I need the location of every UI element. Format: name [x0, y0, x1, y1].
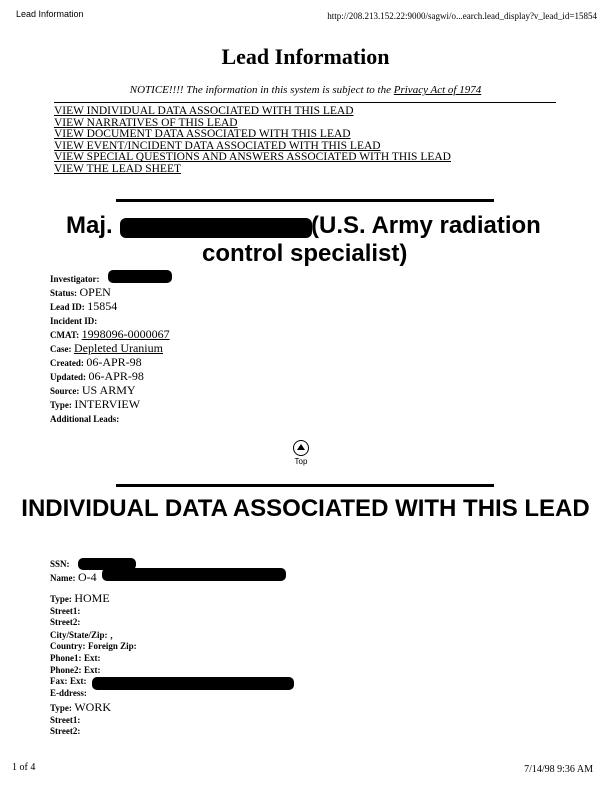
case-link[interactable]: Depleted Uranium: [74, 341, 163, 355]
field-street1: [50, 606, 137, 618]
field-cmat: [50, 328, 170, 342]
page-number: 1 of 4: [12, 762, 36, 773]
field-label: Ext:: [84, 664, 101, 675]
divider: [54, 102, 556, 103]
field-type: [50, 593, 137, 606]
field-value: O-4: [78, 570, 97, 584]
field-label: Foreign Zip:: [88, 641, 137, 652]
nav-link-individual-data[interactable]: VIEW INDIVIDUAL DATA ASSOCIATED WITH THIS LEAD: [54, 105, 354, 117]
page-title: Lead Information: [221, 44, 390, 69]
field-value: HOME: [74, 591, 110, 605]
field-updated: [50, 370, 170, 384]
field-label: SSN:: [50, 559, 70, 569]
redaction-bar: [102, 568, 286, 581]
field-phone2: [50, 665, 137, 677]
field-label: Street2:: [50, 726, 81, 737]
nav-link-document-data[interactable]: VIEW DOCUMENT DATA ASSOCIATED WITH THIS LEAD: [54, 128, 351, 141]
field-label: Phone1:: [50, 652, 82, 663]
section-divider: [116, 484, 494, 487]
field-label: Type:: [50, 594, 72, 604]
field-value: 06-APR-98: [86, 355, 142, 369]
field-label: Additional Leads:: [50, 414, 120, 424]
section-title: INDIVIDUAL DATA ASSOCIATED WITH THIS LEAD: [21, 495, 590, 522]
print-header-title: Lead Information: [16, 9, 84, 19]
field-value: 06-APR-98: [88, 369, 144, 383]
field-label: Street1:: [50, 605, 81, 616]
redaction-bar: [92, 677, 294, 690]
field-label: Fax:: [50, 676, 68, 687]
field-phone1: [50, 653, 137, 665]
nav-link-special-questions[interactable]: VIEW SPECIAL QUESTIONS AND ANSWERS ASSOCIATED WITH THIS LEAD: [54, 151, 451, 164]
field-label: Status:: [50, 288, 78, 298]
field-label: Case:: [50, 344, 72, 354]
privacy-notice-text: NOTICE!!!! The information in this system is subject to the: [129, 84, 394, 96]
cmat-link[interactable]: 1998096-0000067: [81, 327, 170, 341]
field-label: Lead ID:: [50, 302, 85, 312]
field-label: Created:: [50, 358, 84, 368]
field-street1: [50, 715, 111, 727]
print-timestamp: 7/14/98 9:36 AM: [524, 764, 593, 775]
work-address: [50, 702, 111, 738]
print-header-url: http://208.213.152.22:9000/sagwi/o...earch.lead_display?v_lead_id=15854: [327, 11, 597, 21]
field-value: WORK: [74, 700, 112, 714]
field-label: Incident ID:: [50, 316, 98, 326]
field-value: 15854: [87, 299, 118, 313]
subject-title-line1: (U.S. Army radiation: [311, 212, 541, 239]
field-created: [50, 356, 170, 370]
redaction-bar: [108, 270, 172, 283]
field-label: Ext:: [84, 652, 101, 663]
subject-rank: Maj.: [66, 212, 113, 239]
subject-title-line2: control specialist): [202, 240, 408, 267]
field-source: [50, 384, 170, 398]
field-value: INTERVIEW: [74, 397, 141, 411]
field-label: Type:: [50, 703, 72, 713]
privacy-act-link[interactable]: Privacy Act of 1974: [393, 84, 482, 96]
field-label: City/State/Zip:: [50, 629, 108, 640]
field-lead-id: [50, 300, 170, 314]
field-label: Source:: [50, 386, 80, 396]
field-label: E-ddress:: [50, 687, 87, 698]
field-value: ,: [110, 626, 113, 641]
field-label: Street2:: [50, 617, 81, 628]
field-incident-id: [50, 314, 170, 328]
nav-link-lead-sheet[interactable]: VIEW THE LEAD SHEET: [54, 162, 182, 175]
field-label: Street1:: [50, 714, 81, 725]
section-divider: [116, 199, 494, 202]
field-label: Country:: [50, 641, 86, 652]
top-link[interactable]: [289, 440, 313, 466]
field-status: [50, 286, 170, 300]
field-label: Name:: [50, 573, 76, 583]
field-additional-leads: [50, 412, 170, 426]
field-label: Ext:: [70, 676, 87, 687]
field-street2: [50, 726, 111, 738]
nav-link-narratives[interactable]: VIEW NARRATIVES OF THIS LEAD: [54, 116, 238, 129]
field-country: [50, 641, 137, 653]
field-street2: [50, 617, 137, 629]
redaction-bar: [120, 218, 312, 238]
arrow-up-circle-icon: [293, 440, 309, 456]
field-label: CMAT:: [50, 330, 80, 340]
field-name: [50, 571, 97, 585]
nav-link-event-incident-data[interactable]: VIEW EVENT/INCIDENT DATA ASSOCIATED WITH THIS LEAD: [54, 139, 381, 152]
lead-details: [50, 272, 170, 426]
privacy-notice: [0, 84, 611, 96]
field-label: Type:: [50, 400, 72, 410]
top-link-label: Top: [294, 457, 308, 466]
field-type: [50, 702, 111, 715]
field-value: US ARMY: [81, 383, 136, 397]
field-type: [50, 398, 170, 412]
field-case: [50, 342, 170, 356]
lead-nav-links: [54, 106, 451, 176]
field-value: OPEN: [79, 285, 111, 299]
field-city-state-zip: [50, 626, 137, 642]
field-label: Updated:: [50, 372, 87, 382]
field-label: Phone2:: [50, 664, 82, 675]
field-label: Investigator:: [50, 274, 100, 284]
